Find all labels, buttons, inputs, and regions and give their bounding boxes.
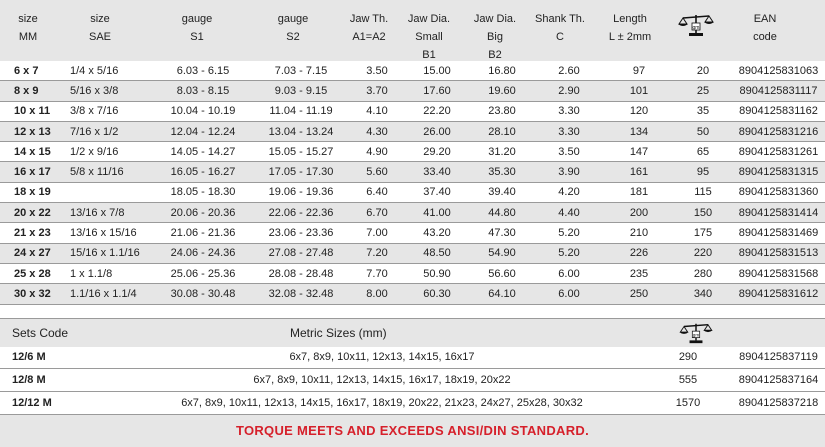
cell-ean-code: 8904125831360 — [732, 182, 825, 202]
header-label: A1=A2 — [352, 31, 386, 43]
cell-jaw-thickness: 7.70 — [350, 263, 404, 283]
cell-jaw-thickness: 6.70 — [350, 203, 404, 223]
header-label: gauge — [277, 13, 309, 25]
cell-jaw-dia-big: 16.80 — [470, 61, 534, 81]
cell-length: 235 — [604, 263, 674, 283]
metric-sizes-label: Metric Sizes (mm) — [290, 326, 387, 340]
cell-gauge-s1: 20.06 - 20.36 — [154, 203, 252, 223]
cell-set-code: 12/8 M — [0, 369, 120, 392]
cell-weight: 555 — [644, 369, 732, 392]
table-row — [0, 61, 825, 81]
header-label: Big — [487, 31, 503, 43]
cell-gauge-s2: 28.08 - 28.48 — [252, 263, 350, 283]
cell-size-mm: 21 x 23 — [0, 223, 64, 243]
cell-weight: 175 — [674, 223, 732, 243]
cell-gauge-s1: 8.03 - 8.15 — [154, 81, 252, 101]
header-label: C — [556, 31, 564, 43]
table-row — [0, 203, 825, 223]
cell-gauge-s2: 7.03 - 7.15 — [252, 61, 350, 81]
table-row — [0, 101, 825, 121]
cell-weight: 20 — [674, 61, 732, 81]
cell-size-mm: 6 x 7 — [0, 61, 64, 81]
set-row — [0, 369, 825, 392]
sets-code-label: Sets Code — [12, 326, 69, 340]
table-row — [0, 243, 825, 263]
header-label: MM — [18, 31, 38, 43]
cell-size-mm: 18 x 19 — [0, 182, 64, 202]
header-label: Length — [613, 13, 647, 25]
cell-weight: 1570 — [644, 392, 732, 415]
cell-jaw-thickness: 4.30 — [350, 121, 404, 141]
header-gauge-s2 — [256, 10, 330, 46]
cell-length: 101 — [604, 81, 674, 101]
cell-size-mm: 24 x 27 — [0, 243, 64, 263]
header-size-mm — [6, 10, 50, 46]
cell-gauge-s1: 18.05 - 18.30 — [154, 182, 252, 202]
cell-jaw-dia-small: 37.40 — [404, 182, 470, 202]
cell-jaw-dia-small: 15.00 — [404, 61, 470, 81]
cell-jaw-dia-big: 54.90 — [470, 243, 534, 263]
cell-jaw-thickness: 6.40 — [350, 182, 404, 202]
cell-weight: 65 — [674, 142, 732, 162]
cell-jaw-dia-big: 19.60 — [470, 81, 534, 101]
cell-ean-code: 8904125831612 — [732, 284, 825, 304]
cell-weight: 95 — [674, 162, 732, 182]
cell-size-sae: 13/16 x 15/16 — [64, 223, 154, 243]
cell-size-mm: 12 x 13 — [0, 121, 64, 141]
cell-jaw-thickness: 5.60 — [350, 162, 404, 182]
cell-gauge-s2: 23.06 - 23.36 — [252, 223, 350, 243]
header-jaw-dia-small — [402, 10, 456, 64]
cell-length: 181 — [604, 182, 674, 202]
cell-length: 161 — [604, 162, 674, 182]
cell-jaw-dia-small: 43.20 — [404, 223, 470, 243]
cell-size-mm: 20 x 22 — [0, 203, 64, 223]
cell-gauge-s2: 22.06 - 22.36 — [252, 203, 350, 223]
cell-jaw-dia-big: 23.80 — [470, 101, 534, 121]
cell-jaw-dia-small: 22.20 — [404, 101, 470, 121]
cell-ean-code: 8904125831261 — [732, 142, 825, 162]
weight-scale-icon — [678, 12, 714, 38]
table-row — [0, 81, 825, 101]
cell-weight: 290 — [644, 346, 732, 369]
cell-size-sae — [64, 182, 154, 202]
cell-metric-sizes: 6x7, 8x9, 10x11, 12x13, 14x15, 16x17, 18x19, 20x22, 21x23, 24x27, 25x28, 30x32 — [120, 392, 644, 415]
header-jaw-dia-big — [468, 10, 522, 64]
cell-jaw-dia-big: 56.60 — [470, 263, 534, 283]
cell-jaw-thickness: 8.00 — [350, 284, 404, 304]
cell-ean-code: 8904125831216 — [732, 121, 825, 141]
cell-gauge-s1: 12.04 - 12.24 — [154, 121, 252, 141]
cell-shank-thickness: 3.90 — [534, 162, 604, 182]
weight-scale-icon — [678, 321, 714, 345]
cell-gauge-s1: 10.04 - 10.19 — [154, 101, 252, 121]
cell-size-sae: 7/16 x 1/2 — [64, 121, 154, 141]
cell-size-sae: 15/16 x 1.1/16 — [64, 243, 154, 263]
cell-jaw-thickness: 3.70 — [350, 81, 404, 101]
cell-gauge-s1: 21.06 - 21.36 — [154, 223, 252, 243]
header-label: size — [18, 13, 38, 25]
cell-jaw-dia-big: 39.40 — [470, 182, 534, 202]
cell-jaw-dia-small: 17.60 — [404, 81, 470, 101]
cell-jaw-thickness: 4.10 — [350, 101, 404, 121]
cell-ean-code: 8904125831513 — [732, 243, 825, 263]
header-gauge-s1 — [160, 10, 234, 46]
cell-jaw-dia-big: 47.30 — [470, 223, 534, 243]
header-label: Jaw Th. — [349, 13, 389, 25]
cell-shank-thickness: 6.00 — [534, 284, 604, 304]
cell-ean-code: 8904125831414 — [732, 203, 825, 223]
table-row — [0, 263, 825, 283]
header-label: gauge — [181, 13, 213, 25]
cell-gauge-s1: 25.06 - 25.36 — [154, 263, 252, 283]
cell-weight: 340 — [674, 284, 732, 304]
cell-size-mm: 30 x 32 — [0, 284, 64, 304]
header-label: Shank Th. — [535, 13, 585, 25]
cell-size-sae: 1 x 1.1/8 — [64, 263, 154, 283]
header-label: S2 — [286, 31, 300, 43]
sets-table — [0, 346, 825, 415]
cell-jaw-dia-big: 44.80 — [470, 203, 534, 223]
cell-jaw-thickness: 3.50 — [350, 61, 404, 81]
header-label: SAE — [88, 31, 111, 43]
cell-shank-thickness: 4.20 — [534, 182, 604, 202]
cell-jaw-thickness: 4.90 — [350, 142, 404, 162]
cell-jaw-dia-small: 26.00 — [404, 121, 470, 141]
cell-size-sae: 5/16 x 3/8 — [64, 81, 154, 101]
cell-ean-code: 8904125831063 — [732, 61, 825, 81]
set-row — [0, 392, 825, 415]
cell-gauge-s2: 11.04 - 11.19 — [252, 101, 350, 121]
cell-length: 97 — [604, 61, 674, 81]
cell-ean-code: 8904125831568 — [732, 263, 825, 283]
cell-jaw-dia-small: 33.40 — [404, 162, 470, 182]
cell-ean-code: 8904125831315 — [732, 162, 825, 182]
cell-set-code: 12/6 M — [0, 346, 120, 369]
cell-set-code: 12/12 M — [0, 392, 120, 415]
cell-jaw-dia-small: 50.90 — [404, 263, 470, 283]
cell-size-mm: 8 x 9 — [0, 81, 64, 101]
table-header — [0, 0, 825, 61]
cell-jaw-thickness: 7.20 — [350, 243, 404, 263]
cell-shank-thickness: 3.50 — [534, 142, 604, 162]
cell-length: 120 — [604, 101, 674, 121]
cell-length: 134 — [604, 121, 674, 141]
table-row — [0, 121, 825, 141]
cell-jaw-dia-small: 29.20 — [404, 142, 470, 162]
cell-gauge-s2: 32.08 - 32.48 — [252, 284, 350, 304]
cell-ean-code: 8904125831162 — [732, 101, 825, 121]
header-label: S1 — [190, 31, 204, 43]
table-row — [0, 142, 825, 162]
cell-gauge-s2: 27.08 - 27.48 — [252, 243, 350, 263]
cell-shank-thickness: 6.00 — [534, 263, 604, 283]
cell-jaw-dia-big: 35.30 — [470, 162, 534, 182]
cell-gauge-s1: 6.03 - 6.15 — [154, 61, 252, 81]
header-label: size — [90, 13, 110, 25]
cell-weight: 25 — [674, 81, 732, 101]
cell-gauge-s1: 16.05 - 16.27 — [154, 162, 252, 182]
header-size-sae — [70, 10, 130, 46]
cell-jaw-dia-small: 60.30 — [404, 284, 470, 304]
cell-gauge-s2: 15.05 - 15.27 — [252, 142, 350, 162]
cell-gauge-s1: 30.08 - 30.48 — [154, 284, 252, 304]
cell-ean-code: 8904125837164 — [732, 369, 825, 392]
cell-size-sae: 1.1/16 x 1.1/4 — [64, 284, 154, 304]
cell-jaw-dia-big: 31.20 — [470, 142, 534, 162]
cell-weight: 115 — [674, 182, 732, 202]
cell-ean-code: 8904125837218 — [732, 392, 825, 415]
svg-text:gm: gm — [692, 25, 700, 31]
sets-header — [0, 318, 825, 347]
header-label: Small — [415, 31, 443, 43]
cell-size-mm: 25 x 28 — [0, 263, 64, 283]
cell-jaw-dia-small: 48.50 — [404, 243, 470, 263]
cell-shank-thickness: 3.30 — [534, 121, 604, 141]
cell-weight: 150 — [674, 203, 732, 223]
cell-shank-thickness: 4.40 — [534, 203, 604, 223]
cell-length: 200 — [604, 203, 674, 223]
table-row — [0, 223, 825, 243]
cell-length: 250 — [604, 284, 674, 304]
header-label: Jaw Dia. — [473, 13, 517, 25]
cell-shank-thickness: 3.30 — [534, 101, 604, 121]
svg-text:gm: gm — [692, 332, 700, 338]
cell-length: 226 — [604, 243, 674, 263]
cell-shank-thickness: 2.90 — [534, 81, 604, 101]
cell-size-mm: 16 x 17 — [0, 162, 64, 182]
cell-size-sae: 13/16 x 7/8 — [64, 203, 154, 223]
cell-jaw-dia-small: 41.00 — [404, 203, 470, 223]
cell-weight: 35 — [674, 101, 732, 121]
cell-size-sae: 1/4 x 5/16 — [64, 61, 154, 81]
cell-gauge-s1: 14.05 - 14.27 — [154, 142, 252, 162]
table-row — [0, 182, 825, 202]
cell-length: 210 — [604, 223, 674, 243]
cell-gauge-s2: 13.04 - 13.24 — [252, 121, 350, 141]
cell-weight: 280 — [674, 263, 732, 283]
spanner-spec-table — [0, 61, 825, 305]
cell-jaw-dia-big: 64.10 — [470, 284, 534, 304]
cell-jaw-dia-big: 28.10 — [470, 121, 534, 141]
cell-size-sae: 1/2 x 9/16 — [64, 142, 154, 162]
table-row — [0, 284, 825, 304]
header-label: code — [753, 31, 777, 43]
header-label: B1 — [422, 49, 436, 61]
cell-weight: 50 — [674, 121, 732, 141]
cell-gauge-s1: 24.06 - 24.36 — [154, 243, 252, 263]
header-jaw-thickness — [344, 10, 394, 46]
cell-metric-sizes: 6x7, 8x9, 10x11, 12x13, 14x15, 16x17 — [120, 346, 644, 369]
header-label: EAN — [753, 13, 777, 25]
header-ean — [735, 10, 795, 46]
footer-banner — [0, 415, 825, 447]
header-label: Jaw Dia. — [407, 13, 451, 25]
cell-size-sae: 5/8 x 11/16 — [64, 162, 154, 182]
cell-ean-code: 8904125837119 — [732, 346, 825, 369]
cell-jaw-thickness: 7.00 — [350, 223, 404, 243]
header-label: B2 — [488, 49, 502, 61]
header-label: L ± 2mm — [608, 31, 652, 43]
cell-shank-thickness: 5.20 — [534, 243, 604, 263]
cell-shank-thickness: 5.20 — [534, 223, 604, 243]
set-row — [0, 346, 825, 369]
cell-shank-thickness: 2.60 — [534, 61, 604, 81]
cell-gauge-s2: 9.03 - 9.15 — [252, 81, 350, 101]
cell-gauge-s2: 17.05 - 17.30 — [252, 162, 350, 182]
header-length — [600, 10, 660, 46]
cell-metric-sizes: 6x7, 8x9, 10x11, 12x13, 14x15, 16x17, 18x19, 20x22 — [120, 369, 644, 392]
header-shank-thickness — [530, 10, 590, 46]
cell-weight: 220 — [674, 243, 732, 263]
table-row — [0, 162, 825, 182]
cell-gauge-s2: 19.06 - 19.36 — [252, 182, 350, 202]
cell-ean-code: 8904125831469 — [732, 223, 825, 243]
cell-length: 147 — [604, 142, 674, 162]
cell-size-mm: 10 x 11 — [0, 101, 64, 121]
torque-standard-note: TORQUE MEETS AND EXCEEDS ANSI/DIN STANDARD. — [235, 423, 590, 438]
cell-size-sae: 3/8 x 7/16 — [64, 101, 154, 121]
cell-ean-code: 8904125831117 — [732, 81, 825, 101]
cell-size-mm: 14 x 15 — [0, 142, 64, 162]
